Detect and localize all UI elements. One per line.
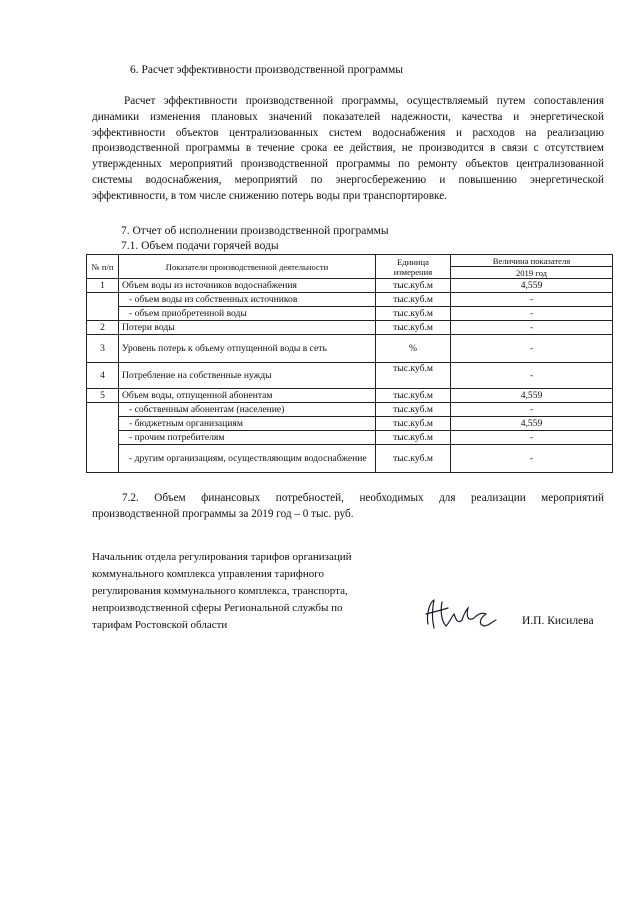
row-value: - bbox=[451, 363, 613, 389]
row-indicator: - собственным абонентам (население) bbox=[119, 403, 376, 417]
row-indicator: Потери воды bbox=[119, 321, 376, 335]
row-value: - bbox=[451, 335, 613, 363]
row-unit: тыс.куб.м bbox=[376, 363, 451, 389]
col-header-num: № п/п bbox=[87, 255, 119, 279]
section-7-1-heading: 7.1. Объем подачи горячей воды bbox=[121, 240, 279, 252]
row-num: 2 bbox=[87, 321, 119, 335]
row-indicator: Уровень потерь к объему отпущенной воды в сеть bbox=[119, 335, 376, 363]
row-value: - bbox=[451, 431, 613, 445]
row-value: - bbox=[451, 293, 613, 307]
row-indicator: - прочим потребителям bbox=[119, 431, 376, 445]
row-unit: тыс.куб.м bbox=[376, 307, 451, 321]
row-indicator: - объем приобретенной воды bbox=[119, 307, 376, 321]
row-indicator: Объем воды, отпущенной абонентам bbox=[119, 389, 376, 403]
table-row bbox=[87, 335, 613, 363]
handwritten-signature bbox=[420, 594, 500, 634]
signatory-name: И.П. Кисилева bbox=[522, 615, 594, 627]
col-header-value: Величина показателя bbox=[451, 255, 613, 267]
row-indicator: - другим организациям, осуществляющим водоснабжение bbox=[119, 445, 376, 473]
row-num: 5 bbox=[87, 389, 119, 403]
table-row bbox=[87, 363, 613, 389]
hot-water-supply-table bbox=[86, 254, 613, 473]
table-row bbox=[87, 389, 613, 403]
row-unit: тыс.куб.м bbox=[376, 389, 451, 403]
row-unit: тыс.куб.м bbox=[376, 417, 451, 431]
col-header-unit: Единица измерения bbox=[376, 255, 451, 279]
row-num-blank bbox=[87, 293, 119, 321]
row-unit: тыс.куб.м bbox=[376, 403, 451, 417]
signatory-position bbox=[92, 549, 422, 634]
position-line: коммунального комплекса управления тарифного bbox=[92, 568, 324, 580]
row-indicator: - объем воды из собственных источников bbox=[119, 293, 376, 307]
col-header-year: 2019 год bbox=[451, 267, 613, 279]
table-row bbox=[87, 403, 613, 417]
col-header-indicator: Показатели производственной деятельности bbox=[119, 255, 376, 279]
row-value: 4,559 bbox=[451, 417, 613, 431]
table-row bbox=[87, 293, 613, 307]
row-unit: тыс.куб.м bbox=[376, 279, 451, 293]
row-value: - bbox=[451, 307, 613, 321]
row-unit: тыс.куб.м bbox=[376, 431, 451, 445]
row-unit: тыс.куб.м bbox=[376, 293, 451, 307]
section-7-heading: 7. Отчет об исполнении производственной программы bbox=[121, 225, 389, 237]
row-unit: тыс.куб.м bbox=[376, 321, 451, 335]
row-value: 4,559 bbox=[451, 279, 613, 293]
row-num: 3 bbox=[87, 335, 119, 363]
table-row bbox=[87, 279, 613, 293]
row-value: 4,559 bbox=[451, 389, 613, 403]
row-num: 4 bbox=[87, 363, 119, 389]
position-line: регулирования коммунального комплекса, транспорта, bbox=[92, 585, 348, 597]
row-indicator: - бюджетным организациям bbox=[119, 417, 376, 431]
position-line: тарифам Ростовской области bbox=[92, 619, 228, 631]
row-value: - bbox=[451, 321, 613, 335]
position-line: непроизводственной сферы Региональной службы по bbox=[92, 602, 343, 614]
position-line: Начальник отдела регулирования тарифов организаций bbox=[92, 551, 352, 563]
row-value: - bbox=[451, 445, 613, 473]
row-unit: % bbox=[376, 335, 451, 363]
row-unit: тыс.куб.м bbox=[376, 445, 451, 473]
table-row bbox=[87, 321, 613, 335]
table-row bbox=[87, 445, 613, 473]
row-num: 1 bbox=[87, 279, 119, 293]
table-row bbox=[87, 307, 613, 321]
row-value: - bbox=[451, 403, 613, 417]
row-indicator: Объем воды из источников водоснабжения bbox=[119, 279, 376, 293]
table-row bbox=[87, 431, 613, 445]
row-num-blank bbox=[87, 403, 119, 473]
row-indicator: Потребление на собственные нужды bbox=[119, 363, 376, 389]
section-7-2-paragraph: 7.2. Объем финансовых потребностей, необходимых для реализации мероприятий производственной программы за 2019 год – 0 тыс. руб. bbox=[92, 492, 604, 520]
section-6-paragraph: Расчет эффективности производственной программы, осуществляемый путем сопоставления динамики изменения плановых значений показателей надежности, качества и энергетической эффективности объектов централизованных систем водоснабжения и расходов на реализацию производственной программы в течение срока ее действия, не производится в связи с отсутствием утвержденных мероприятий производственной программы по ремонту объектов централизованной системы водоснабжения, мероприятий по энергосбережению и повышению энергетической эффективности, в том числе снижению потерь воды при транспортировке. bbox=[92, 95, 604, 202]
table-row bbox=[87, 417, 613, 431]
section-6-heading: 6. Расчет эффективности производственной программы bbox=[130, 64, 404, 76]
